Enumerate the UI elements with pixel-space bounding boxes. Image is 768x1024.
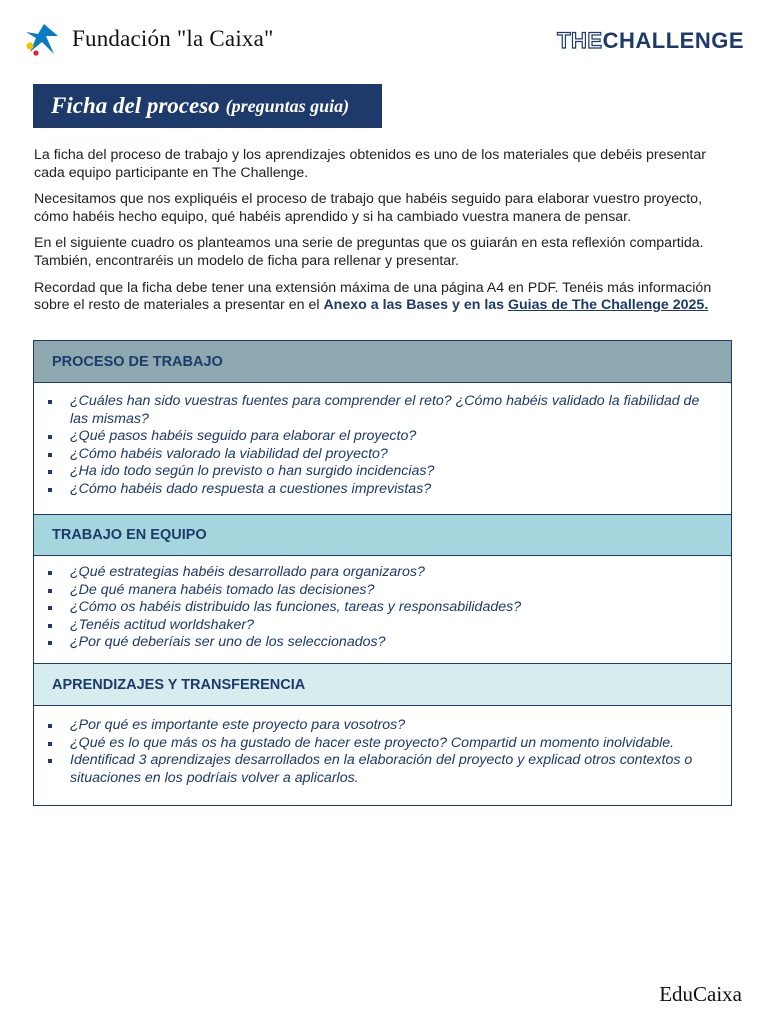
brand-challenge: CHALLENGE [602, 28, 744, 53]
page-title-box [33, 84, 382, 128]
list-item: ¿Tenéis actitud worldshaker? [48, 617, 717, 635]
anexo-bases-link[interactable]: Anexo a las Bases y en las [323, 297, 508, 314]
intro-paragraph-1: La ficha del proceso de trabajo y los aprendizajes obtenidos es uno de los materiales que debéis presentar cada equipo participante en The Challenge. [34, 147, 706, 181]
list-item: ¿De qué manera habéis tomado las decisiones? [48, 582, 717, 600]
bullet-icon [48, 759, 52, 763]
educaixa-logo: EduCaixa [659, 982, 742, 1006]
intro-paragraph-2: Necesitamos que nos expliquéis el proceso de trabajo que habéis seguido para elaborar vuestro proyecto, cómo habéis hecho equipo, qué habéis aprendido y si ha cambiado vuestra manera de pensar. [34, 191, 703, 225]
caixa-star-icon [24, 22, 64, 56]
intro-paragraph-3: En el siguiente cuadro os planteamos una serie de preguntas que os guiarán en esta reflexión compartida. También, encontraréis un modelo de ficha para rellenar y presentar. [34, 235, 704, 269]
list-item: ¿Cómo habéis valorado la viabilidad del proyecto? [48, 446, 717, 464]
section-heading-proceso: PROCESO DE TRABAJO [34, 341, 731, 383]
section-body-aprendizajes [34, 706, 731, 805]
intro-paragraph-4 [34, 280, 736, 315]
questions-table [33, 340, 732, 806]
bullet-icon [48, 724, 52, 728]
intro-text [34, 147, 736, 324]
list-item: ¿Por qué deberíais ser uno de los seleccionados? [48, 634, 717, 652]
bullet-icon [48, 641, 52, 645]
bullet-icon [48, 400, 52, 404]
list-item: Identificad 3 aprendizajes desarrollados en la elaboración del proyecto y explicad otros contextos o situaciones en los podríais volver a aplicarlos. [48, 752, 717, 787]
section-heading-aprendizajes: APRENDIZAJES Y TRANSFERENCIA [34, 664, 731, 706]
bullet-icon [48, 488, 52, 492]
list-item: ¿Por qué es importante este proyecto para vosotros? [48, 717, 717, 735]
list-item: ¿Qué pasos habéis seguido para elaborar el proyecto? [48, 428, 717, 446]
bullet-icon [48, 453, 52, 457]
bullet-icon [48, 470, 52, 474]
page-subtitle: (preguntas guia) [225, 95, 350, 116]
list-item: ¿Cómo habéis dado respuesta a cuestiones imprevistas? [48, 481, 717, 499]
the-challenge-logo [557, 28, 744, 54]
fundacion-la-caixa-logo [24, 22, 274, 56]
bullet-icon [48, 606, 52, 610]
bullet-icon [48, 589, 52, 593]
intro-paragraph-4-text: Recordad que la ficha debe tener una extensión máxima de una página A4 en PDF. Tenéis más información sobre el resto de materiales a presentar en el [34, 279, 712, 314]
guias-challenge-link[interactable]: Guias de The Challenge 2025. [507, 297, 709, 314]
list-item: ¿Cómo os habéis distribuido las funciones, tareas y responsabilidades? [48, 599, 717, 617]
list-item: ¿Ha ido todo según lo previsto o han surgido incidencias? [48, 463, 717, 481]
bullet-icon [48, 624, 52, 628]
bullet-icon [48, 571, 52, 575]
section-heading-equipo: TRABAJO EN EQUIPO [34, 515, 731, 556]
list-item: ¿Cuáles han sido vuestras fuentes para comprender el reto? ¿Cómo habéis validado la fiabilidad de las mismas? [48, 393, 717, 428]
page-title: Ficha del proceso [51, 93, 220, 118]
page-header [24, 20, 744, 60]
section-body-equipo [34, 556, 731, 664]
brand-the: THE [557, 28, 603, 53]
org-name: Fundación "la Caixa" [72, 26, 274, 51]
bullet-icon [48, 435, 52, 439]
section-body-proceso [34, 383, 731, 515]
list-item: ¿Qué estrategias habéis desarrollado para organizaros? [48, 564, 717, 582]
bullet-icon [48, 742, 52, 746]
list-item: ¿Qué es lo que más os ha gustado de hacer este proyecto? Compartid un momento inolvidable. [48, 735, 717, 753]
